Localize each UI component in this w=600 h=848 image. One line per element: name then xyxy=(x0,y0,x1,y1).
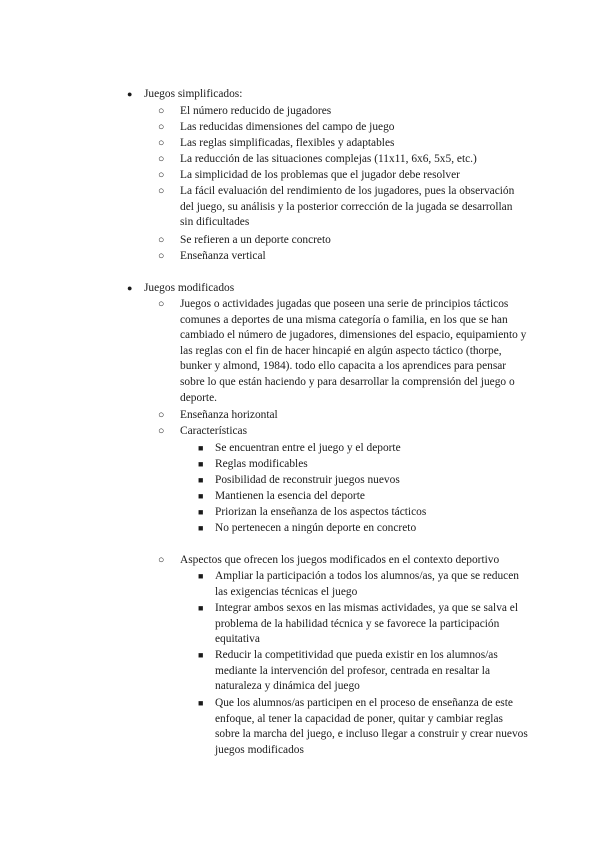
square-bullet-icon: ■ xyxy=(198,507,204,517)
list-item: ■ Priorizan la enseñanza de los aspectos tácticos xyxy=(198,505,528,521)
circle-bullet-icon: ○ xyxy=(158,410,165,421)
square-bullet-icon: ■ xyxy=(198,571,204,581)
list-item: ■ No pertenecen a ningún deporte en concreto xyxy=(198,521,528,537)
list-item: ○ La fácil evaluación del rendimiento de los jugadores, pues la observación del juego, su análisis y la posterior corrección de la jugada se desarrollan sin dificultades xyxy=(158,185,515,229)
list-item: ■ Reducir la competitividad que pueda existir en los alumnos/as mediante la intervención del profesor, centrada en resaltar la naturaleza y dinámica del juego xyxy=(198,649,498,693)
list-item: ■ Que los alumnos/as participen en el proceso de enseñanza de este enfoque, al tener la capacidad de poner, quitar y cambiar reglas sobre la marcha del juego, e incluso llegar a construir y crear nuevos juegos modificados xyxy=(198,697,528,756)
bullet-icon: ● xyxy=(127,89,133,99)
list-item: ○ Las reducidas dimensiones del campo de juego xyxy=(158,120,528,136)
circle-bullet-icon: ○ xyxy=(158,122,165,133)
list-item: ○ La simplicidad de los problemas que el jugador debe resolver xyxy=(158,168,528,184)
square-bullet-icon: ■ xyxy=(198,443,204,453)
circle-bullet-icon: ○ xyxy=(158,251,165,262)
list-item: ○ La reducción de las situaciones complejas (11x11, 6x6, 5x5, etc.) xyxy=(158,152,528,168)
list-item-juegos-simplificados xyxy=(127,87,527,103)
square-bullet-icon: ■ xyxy=(198,698,204,708)
circle-bullet-icon: ○ xyxy=(158,106,165,117)
list-item-definition: ○ Juegos o actividades jugadas que poseen una serie de principios tácticos comunes a deportes de una misma categoría o familia, en los que se han cambiado el número de jugadores, dimensiones del espacio, equipamiento y las reglas con el fin de hacer hincapié en algún aspecto táctico (thorpe, bunker y almond, 1984). todo ello capacita a los aprendices para pensar sobre lo que están haciendo y para desarrollar la comprensión del juego o deporte. xyxy=(158,298,527,404)
bullet-icon: ● xyxy=(127,283,133,293)
square-bullet-icon: ■ xyxy=(198,475,204,485)
circle-bullet-icon: ○ xyxy=(158,299,165,310)
list-item-aspectos: ○ Aspectos que ofrecen los juegos modificados en el contexto deportivo xyxy=(158,553,528,569)
list-item: ○ Enseñanza horizontal xyxy=(158,408,528,424)
square-bullet-icon: ■ xyxy=(198,603,204,613)
circle-bullet-icon: ○ xyxy=(158,426,165,437)
list-item: ■ Se encuentran entre el juego y el deporte xyxy=(198,441,528,457)
list-item: ■ Mantienen la esencia del deporte xyxy=(198,489,528,505)
list-item-juegos-modificados xyxy=(127,281,527,297)
list-item: ○ El número reducido de jugadores xyxy=(158,104,528,120)
list-item: ○ Se refieren a un deporte concreto xyxy=(158,233,528,249)
list-item: ■ Ampliar la participación a todos los alumnos/as, ya que se reducen las exigencias técnicas el juego xyxy=(198,570,519,598)
square-bullet-icon: ■ xyxy=(198,650,204,660)
square-bullet-icon: ■ xyxy=(198,459,204,469)
section-title: Juegos modificados xyxy=(144,282,235,294)
list-item: ○ Las reglas simplificadas, flexibles y adaptables xyxy=(158,136,528,152)
list-item-caracteristicas: ○ Características xyxy=(158,424,528,440)
section-title: Juegos simplificados: xyxy=(144,88,243,100)
circle-bullet-icon: ○ xyxy=(158,186,165,197)
list-item: ■ Posibilidad de reconstruir juegos nuevos xyxy=(198,473,528,489)
list-item: ■ Integrar ambos sexos en las mismas actividades, ya que se salva el problema de la habilidad técnica y se favorece la participación equitativa xyxy=(198,602,519,646)
list-item: ■ Reglas modificables xyxy=(198,457,528,473)
circle-bullet-icon: ○ xyxy=(158,154,165,165)
circle-bullet-icon: ○ xyxy=(158,555,165,566)
circle-bullet-icon: ○ xyxy=(158,235,165,246)
list-item: ○ Enseñanza vertical xyxy=(158,249,528,265)
square-bullet-icon: ■ xyxy=(198,523,204,533)
square-bullet-icon: ■ xyxy=(198,491,204,501)
circle-bullet-icon: ○ xyxy=(158,138,165,149)
circle-bullet-icon: ○ xyxy=(158,170,165,181)
